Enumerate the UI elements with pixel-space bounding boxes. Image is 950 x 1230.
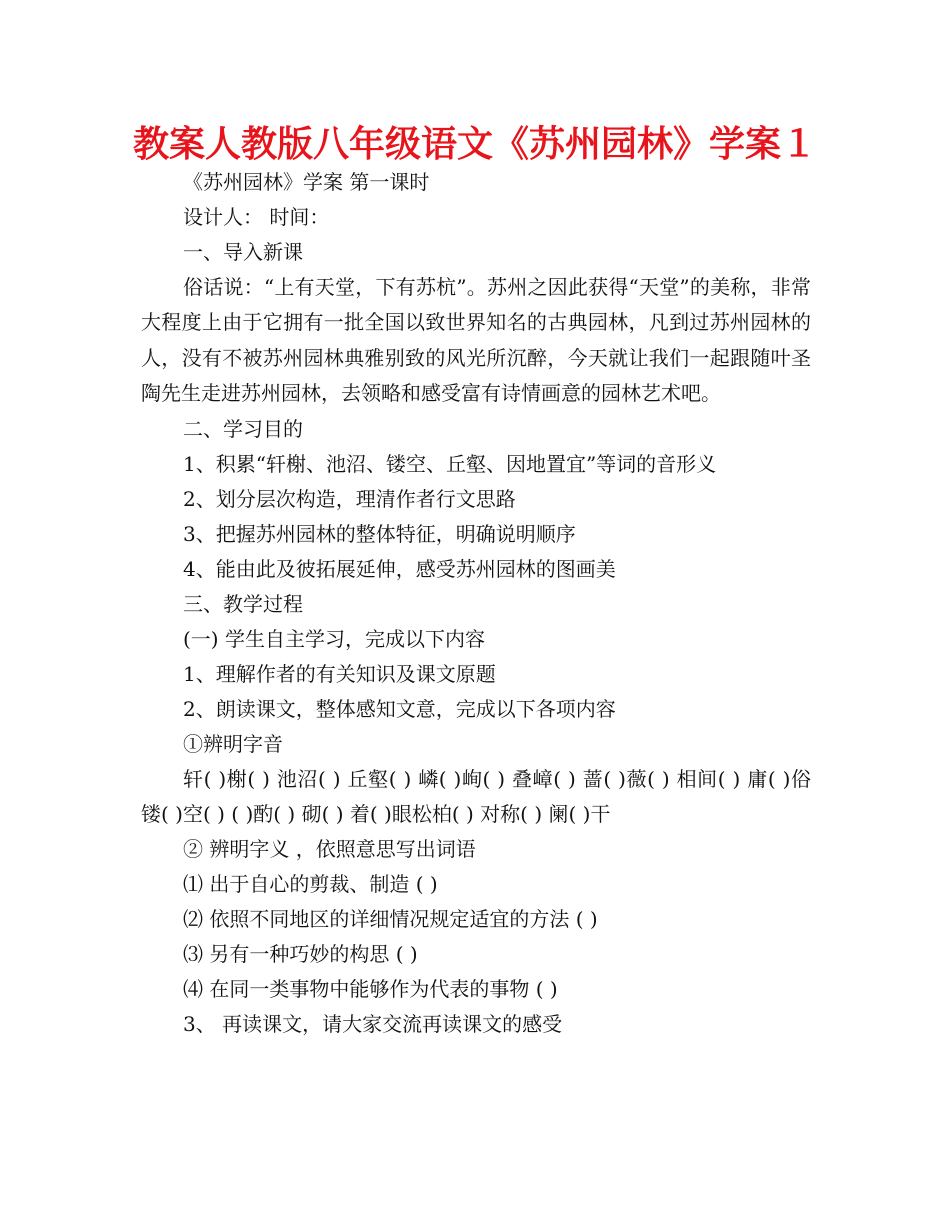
designer-time-line: 设计人： 时间： (183, 205, 330, 229)
document-body (141, 165, 811, 1042)
section-heading-process: 三、教学过程 (183, 591, 303, 616)
exercise-heading: ② 辨明字义 ，依照意思写出词语 (183, 837, 476, 862)
task-item: 2、朗读课文，整体感知文意，完成以下各项内容 (183, 696, 616, 721)
exercise-question: ⑶ 另有一种巧妙的构思 ( ) (183, 942, 418, 967)
objective-item: 2、划分层次构造，理清作者行文思路 (183, 486, 516, 511)
objective-item: 1、积累“轩榭、池沼、镂空、丘壑、因地置宜”等词的音形义 (183, 451, 717, 476)
task-item: 3、 再读课文，请大家交流再读课文的感受 (183, 1012, 563, 1037)
objective-item: 4、能由此及彼拓展延伸，感受苏州园林的图画美 (183, 556, 616, 581)
section-heading-objectives: 二、学习目的 (183, 416, 303, 441)
exercise-question: ⑵ 依照不同地区的详细情况规定适宜的方法 ( ) (183, 907, 598, 932)
objective-item: 3、把握苏州园林的整体特征，明确说明顺序 (183, 521, 576, 546)
exercise-question: ⑴ 出于自心的剪裁、制造 ( ) (183, 872, 438, 897)
task-item: 1、理解作者的有关知识及课文原题 (183, 661, 496, 686)
exercise-question: ⑷ 在同一类事物中能够作为代表的事物 ( ) (183, 977, 558, 1002)
section-heading-intro: 一、导入新课 (183, 240, 303, 264)
exercise-heading: ①辨明字音 (183, 731, 283, 756)
intro-paragraph: 俗话说：“上有天堂，下有苏杭”。苏州之因此获得“天堂”的美称，非常大程度上由于它拥有一批全国以致世界知名的古典园林，凡到过苏州园林的人，没有不被苏州园林典雅别致的风光所沉醉，今天就让我们一起跟随叶圣陶先生走进苏州园林，去领略和感受富有诗情画意的园林艺术吧。 (141, 275, 811, 406)
pronunciation-exercise: 轩( )榭( ) 池沼( ) 丘壑( ) 嶙( )峋( ) 叠嶂( ) 蔷( )薇( ) 相间( ) 庸( )俗 镂( )空( ) ( )酌( ) 砌( ) 着( )眼松柏( ) 对称( ) 阑( )干 (141, 766, 811, 827)
subsection-heading: (一) 学生自主学习，完成以下内容 (183, 626, 485, 651)
lesson-subtitle: 《苏州园林》学案 第一课时 (183, 170, 430, 194)
document-title: 教案人教版八年级语文《苏州园林》学案１ (132, 124, 817, 165)
